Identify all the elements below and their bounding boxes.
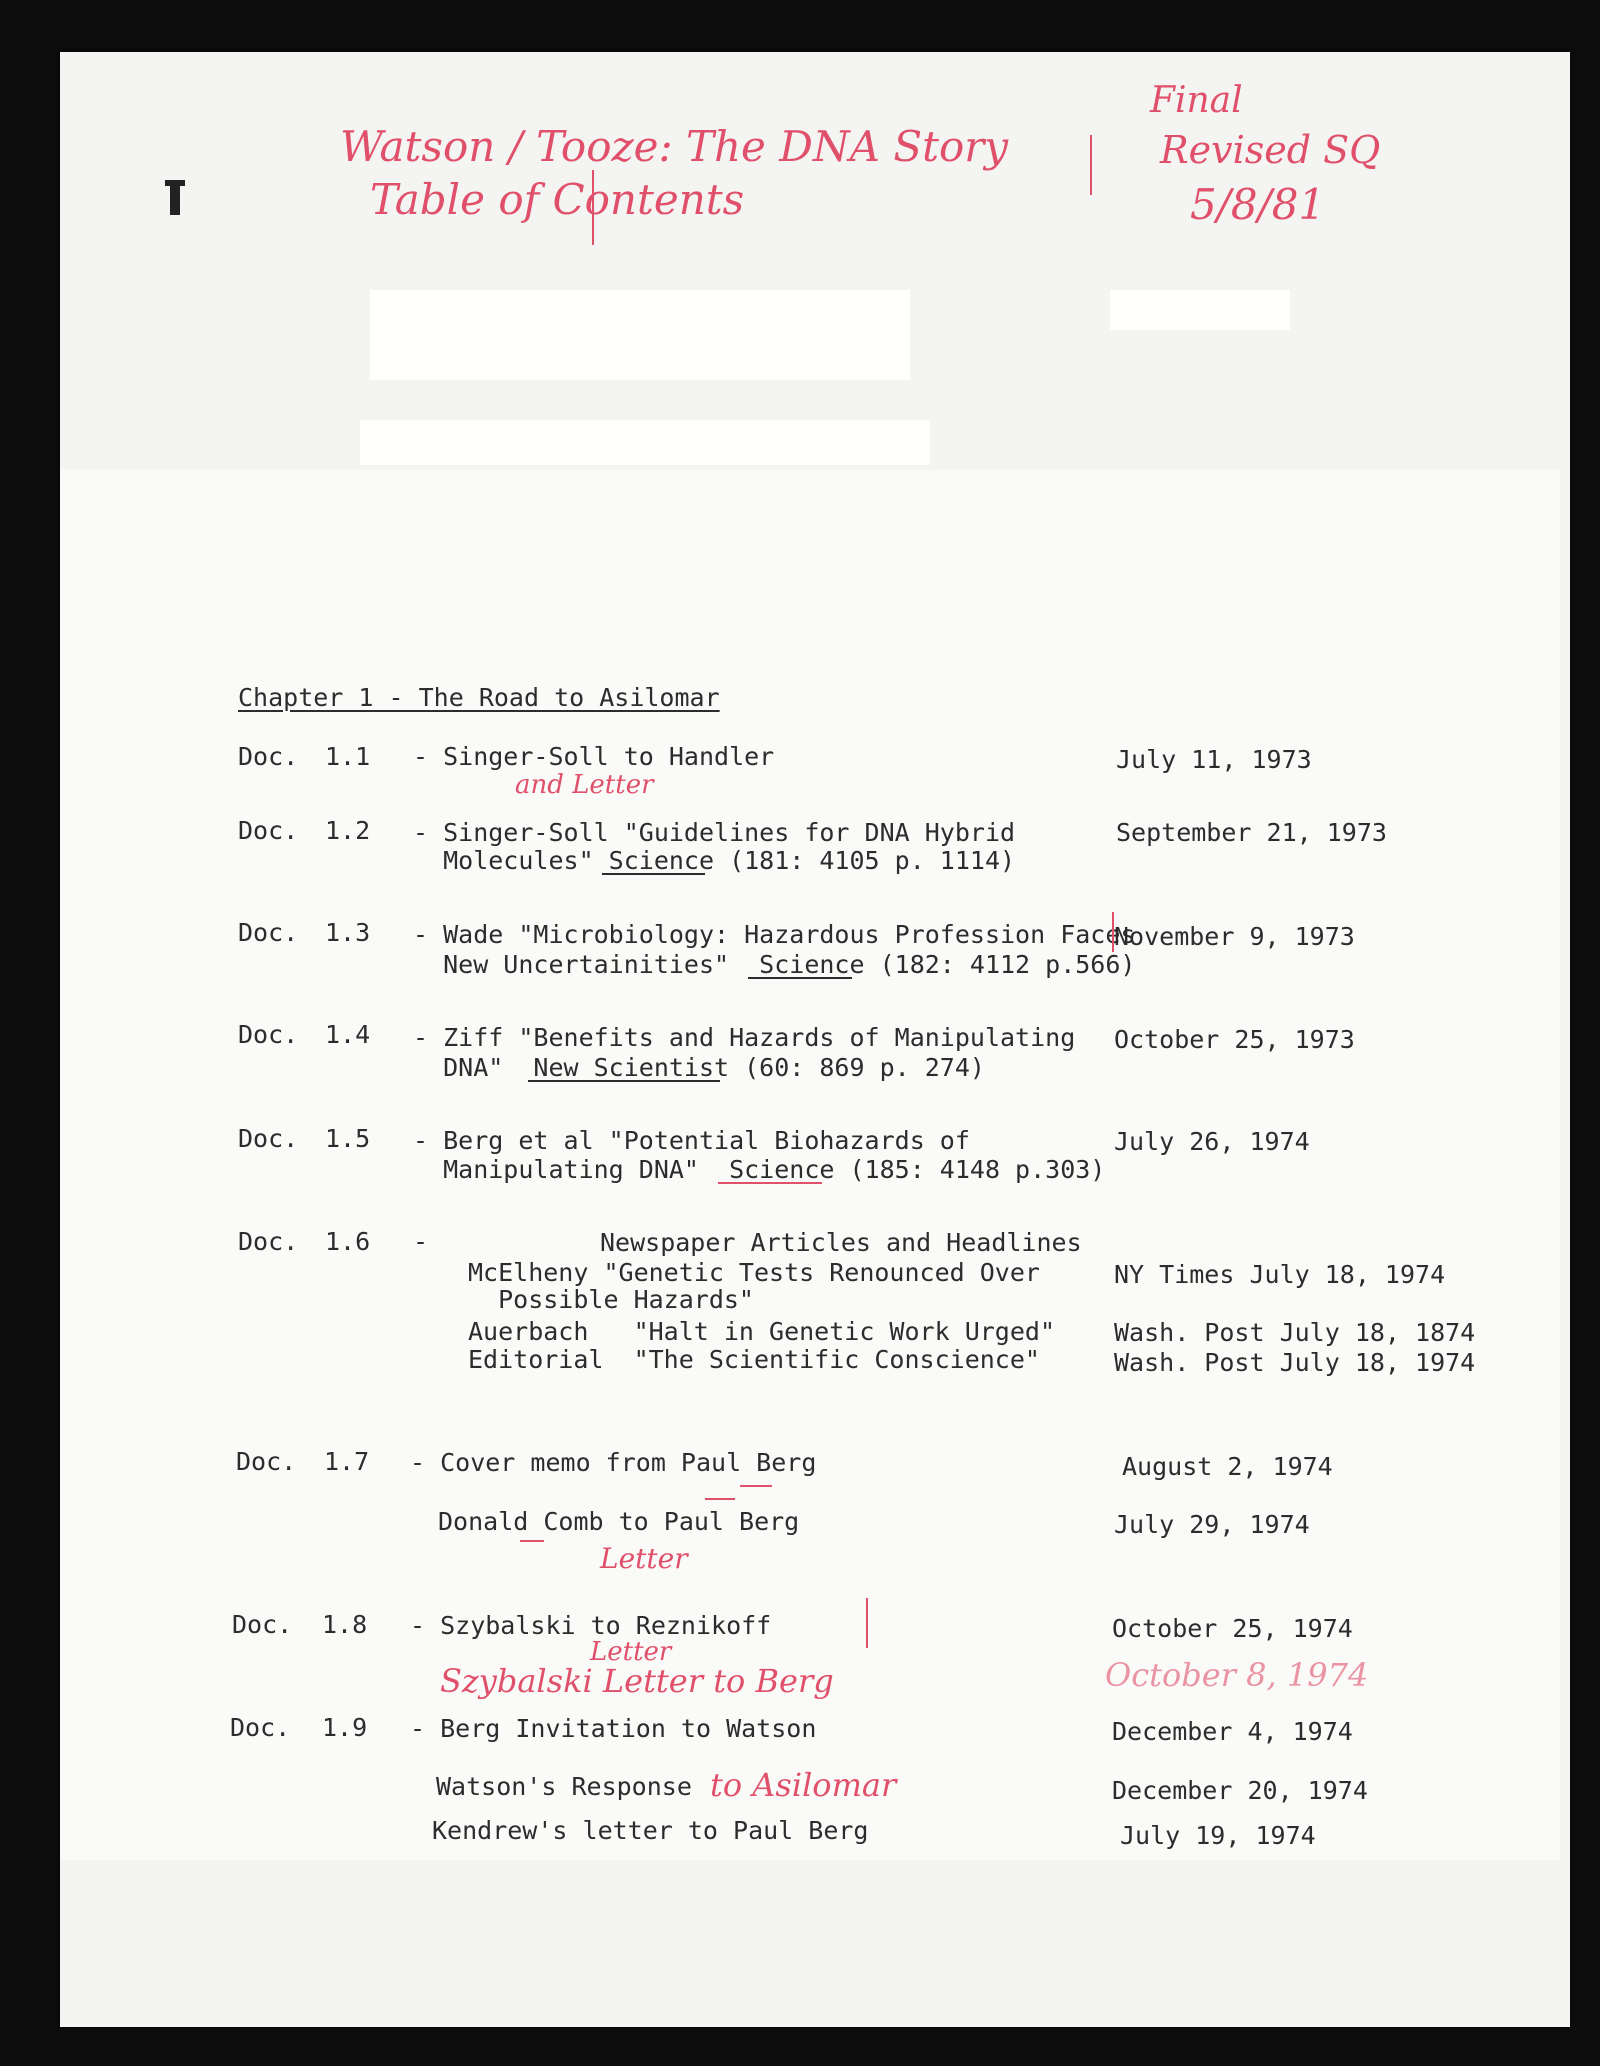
doc-date: July 11, 1973 [1116, 745, 1312, 774]
doc-number: 1.7 [324, 1447, 370, 1476]
doc-number: 1.9 [322, 1713, 368, 1742]
doc-number: 1.1 [325, 742, 371, 771]
doc-date: December 4, 1974 [1112, 1717, 1353, 1746]
handwritten-note: and Letter [515, 770, 654, 800]
article-date: Wash. Post July 18, 1974 [1114, 1348, 1476, 1377]
doc-title: DNA" New Scientist (60: 869 p. 274) [413, 1053, 985, 1082]
handwritten-note: to Asilomar [710, 1766, 897, 1804]
red-mark [520, 1540, 544, 1542]
red-divider [592, 170, 594, 245]
doc-title: - Berg Invitation to Watson [410, 1714, 817, 1743]
doc-date: October 25, 1974 [1112, 1614, 1353, 1643]
doc-title: Manipulating DNA" Science (185: 4148 p.303) [413, 1155, 1106, 1184]
doc-title: Donald Comb to Paul Berg [438, 1507, 800, 1536]
article-item: Possible Hazards" [468, 1285, 754, 1314]
doc-dash: - [413, 1227, 429, 1256]
handwritten-title: Watson / Tooze: The DNA Story [340, 122, 1009, 171]
doc-date: July 19, 1974 [1120, 1821, 1316, 1850]
underline [602, 873, 705, 875]
doc-date: November 9, 1973 [1114, 922, 1355, 951]
red-divider [1090, 135, 1092, 195]
doc-title: - Wade "Microbiology: Hazardous Profession Faces [413, 920, 1136, 949]
whiteout-strip [1110, 290, 1290, 330]
handwritten-subtitle: Table of Contents [370, 175, 745, 224]
article-date: Wash. Post July 18, 1874 [1114, 1318, 1476, 1347]
article-item: Auerbach "Halt in Genetic Work Urged" [468, 1317, 1055, 1346]
doc-title: Kendrew's letter to Paul Berg [432, 1816, 869, 1845]
article-item: Editorial "The Scientific Conscience" [468, 1345, 1040, 1374]
binder-mark [165, 180, 185, 186]
binder-mark [170, 185, 180, 215]
doc-title: - Szybalski to Reznikoff [410, 1611, 772, 1640]
doc-number: 1.8 [322, 1610, 368, 1639]
doc-title: New Uncertainities" Science (182: 4112 p.566) [413, 950, 1136, 979]
doc-label: Doc. [238, 1020, 299, 1049]
doc-date: October 25, 1973 [1114, 1025, 1355, 1054]
red-mark [740, 1485, 772, 1487]
doc-number: 1.2 [325, 816, 371, 845]
doc-title: - Singer-Soll to Handler [413, 742, 775, 771]
handwritten-status: Revised SQ [1160, 128, 1381, 172]
doc-title: Molecules" Science (181: 4105 p. 1114) [413, 846, 1016, 875]
handwritten-date: 5/8/81 [1190, 180, 1326, 229]
doc-label: Doc. [238, 1227, 299, 1256]
section-heading: Newspaper Articles and Headlines [600, 1228, 1082, 1257]
handwritten-note: Letter [590, 1637, 672, 1667]
red-mark [705, 1498, 735, 1500]
underline [528, 1080, 720, 1082]
doc-label: Doc. [238, 918, 299, 947]
doc-label: Doc. [238, 816, 299, 845]
doc-title: - Berg et al "Potential Biohazards of [413, 1126, 970, 1155]
doc-date: December 20, 1974 [1112, 1776, 1368, 1805]
doc-date: July 26, 1974 [1114, 1127, 1310, 1156]
doc-date: July 29, 1974 [1114, 1510, 1310, 1539]
doc-label: Doc. [238, 742, 299, 771]
doc-label: Doc. [236, 1447, 297, 1476]
doc-date: August 2, 1974 [1122, 1452, 1333, 1481]
doc-number: 1.4 [325, 1020, 371, 1049]
doc-date: September 21, 1973 [1116, 818, 1387, 847]
doc-number: 1.6 [325, 1227, 371, 1256]
doc-title: - Cover memo from Paul Berg [410, 1448, 817, 1477]
handwritten-note: Letter [600, 1542, 688, 1575]
doc-label: Doc. [238, 1124, 299, 1153]
chapter-title: Chapter 1 - The Road to Asilomar [238, 683, 720, 712]
handwritten-note: Szybalski Letter to Berg [440, 1662, 834, 1700]
doc-title: Watson's Response [436, 1772, 692, 1801]
doc-title: - Singer-Soll "Guidelines for DNA Hybrid [413, 818, 1016, 847]
doc-number: 1.3 [325, 918, 371, 947]
whiteout-strip [360, 420, 930, 465]
underline [718, 1182, 822, 1184]
doc-label: Doc. [232, 1610, 293, 1639]
article-date: NY Times July 18, 1974 [1114, 1260, 1446, 1289]
article-item: McElheny "Genetic Tests Renounced Over [468, 1258, 1040, 1287]
underline [748, 977, 852, 979]
red-mark [866, 1598, 868, 1648]
red-mark [1112, 912, 1114, 952]
doc-label: Doc. [230, 1713, 291, 1742]
whiteout-strip [370, 290, 910, 380]
handwritten-status: Final [1150, 80, 1243, 121]
doc-number: 1.5 [325, 1124, 371, 1153]
handwritten-date: October 8, 1974 [1105, 1656, 1369, 1694]
doc-title: - Ziff "Benefits and Hazards of Manipulating [413, 1023, 1076, 1052]
